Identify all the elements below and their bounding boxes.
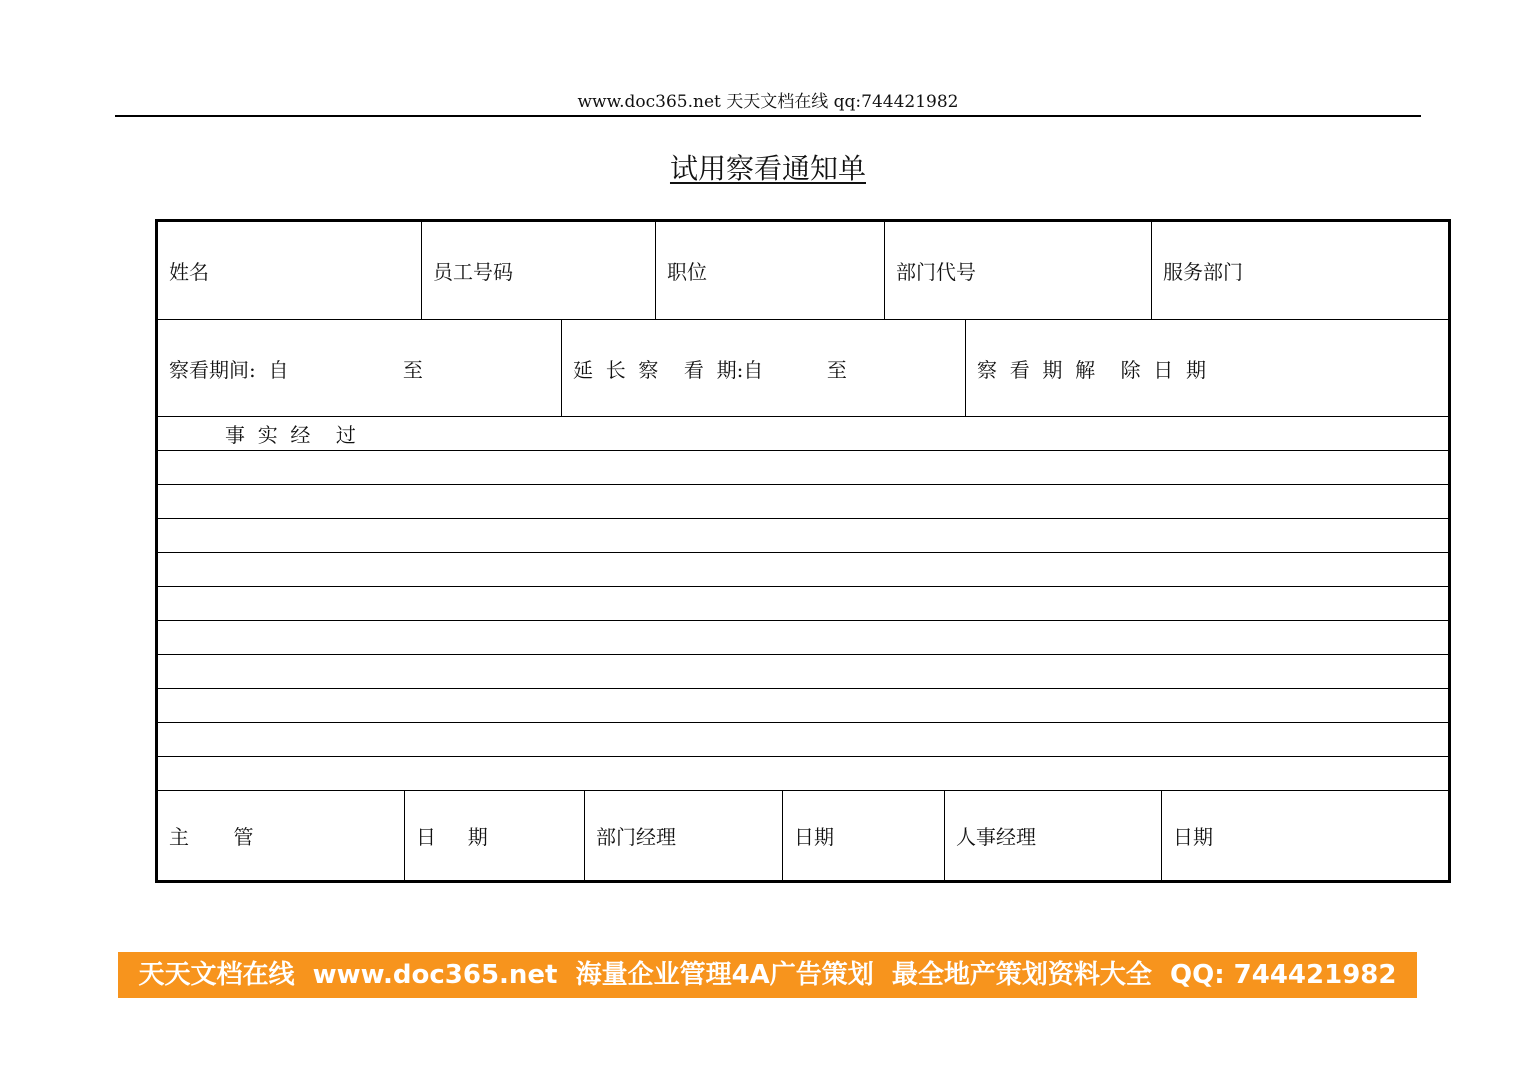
facts-label: 事 实 经 过 [225,423,356,447]
blank-line[interactable] [158,655,1448,689]
employee-number-field[interactable]: 员工号码 [421,222,655,319]
supervisor-field[interactable]: 主 管 [169,825,254,849]
department-code-field[interactable]: 部门代号 [884,222,1151,319]
probation-period-field[interactable]: 察看期间: 自 至 [169,357,423,382]
release-date-field[interactable]: 察 看 期 解 除 日 期 [965,320,1448,416]
header-watermark-text: www.doc365.net 天天文档在线 qq:744421982 [577,92,959,112]
info-row [158,222,1448,320]
blank-line[interactable] [158,723,1448,757]
header-divider [115,115,1421,117]
hr-manager-field[interactable]: 人事经理 [944,791,1161,880]
name-field[interactable]: 姓名 [169,260,209,284]
department-manager-field[interactable]: 部门经理 [584,791,782,880]
position-field[interactable]: 职位 [655,222,884,319]
blank-line[interactable] [158,519,1448,553]
blank-line[interactable] [158,689,1448,723]
document-title [0,151,1536,187]
document-title-text: 试用察看通知单 [669,152,866,185]
notice-form [155,219,1451,883]
blank-line[interactable] [158,553,1448,587]
period-row [158,320,1448,417]
facts-row [158,417,1448,451]
service-department-field[interactable]: 服务部门 [1151,222,1448,319]
department-manager-date-field[interactable]: 日期 [782,791,944,880]
blank-line[interactable] [158,451,1448,485]
extended-period-field[interactable]: 延 长 察 看 期:自 至 [561,320,965,416]
hr-manager-date-field[interactable]: 日期 [1161,791,1448,880]
blank-line[interactable] [158,485,1448,519]
blank-line[interactable] [158,621,1448,655]
supervisor-date-field[interactable]: 日 期 [404,791,584,880]
blank-line[interactable] [158,587,1448,621]
footer-banner[interactable]: 天天文档在线 www.doc365.net 海量企业管理4A广告策划 最全地产策划资料大全 QQ: 744421982 [118,952,1417,998]
blank-line[interactable] [158,757,1448,791]
signature-row [158,791,1448,880]
